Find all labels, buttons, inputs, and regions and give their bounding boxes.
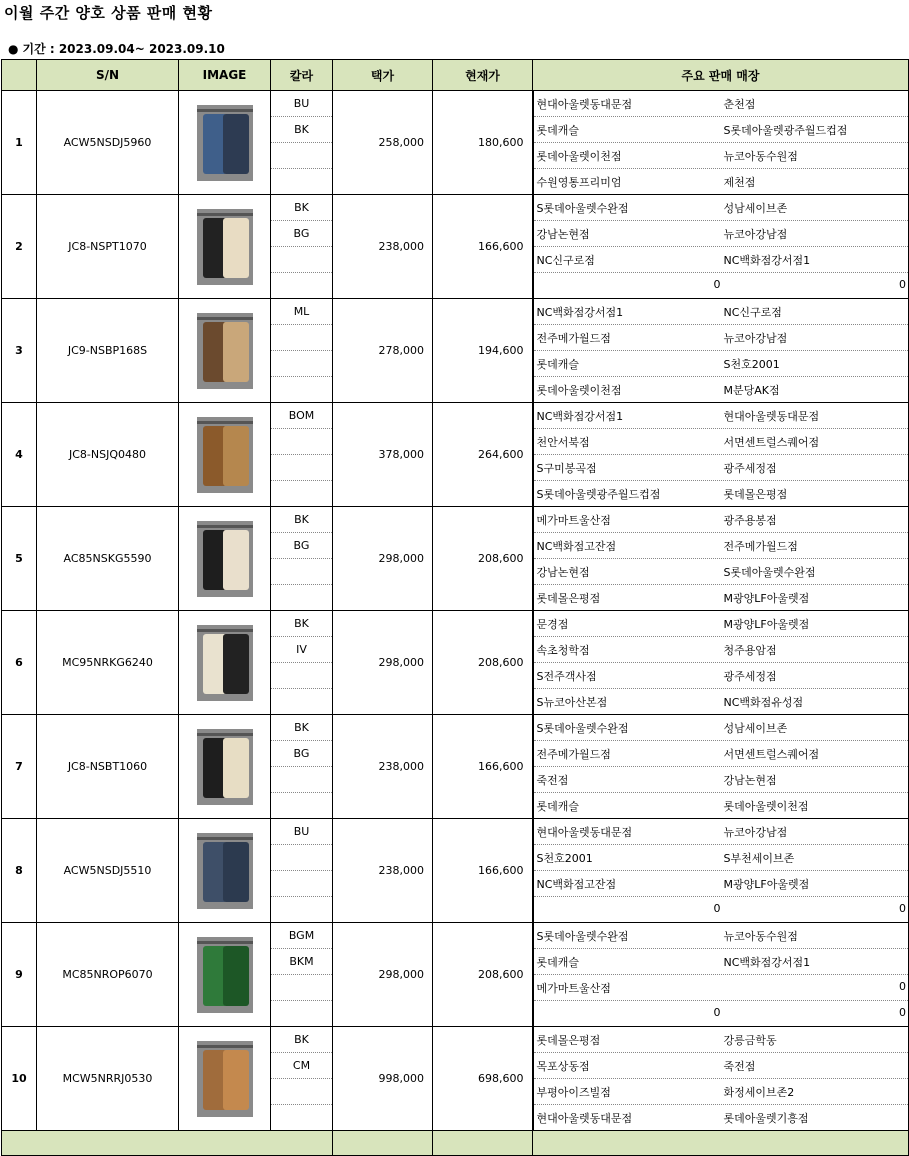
store-name-1: 메가마트울산점 xyxy=(536,982,611,995)
store-name-1: S뉴코아산본점 xyxy=(536,696,608,709)
store-cell xyxy=(533,949,909,975)
garment-shape xyxy=(223,530,249,590)
col-header-current-price: 현재가 xyxy=(433,60,533,91)
store-cell xyxy=(533,533,909,559)
store-name-2: 0 xyxy=(899,980,906,993)
store-cell xyxy=(533,975,909,1001)
store-name-1: 전주메가월드점 xyxy=(536,748,611,761)
store-cell xyxy=(533,1105,909,1131)
col-header-tag-price: 택가 xyxy=(333,60,433,91)
table-row xyxy=(2,923,909,949)
store-name-2: 현대아울렛동대문점 xyxy=(723,410,820,423)
store-name-1: 전주메가월드점 xyxy=(536,332,611,345)
store-name-2: 뉴코아강남점 xyxy=(723,228,788,241)
color-cell xyxy=(271,871,333,897)
store-cell xyxy=(533,871,909,897)
garment-shape xyxy=(223,218,249,278)
store-name-1: 현대아울렛동대문점 xyxy=(536,1112,633,1125)
store-name-1: NC백화점고잔점 xyxy=(536,540,617,553)
hanger-rail xyxy=(197,317,253,320)
store-name-2: NC백화점유성점 xyxy=(723,696,804,709)
store-cell xyxy=(533,377,909,403)
color-cell xyxy=(271,1105,333,1131)
store-cell xyxy=(533,819,909,845)
store-name-2: 제천점 xyxy=(723,176,756,189)
product-image-cell xyxy=(179,715,271,819)
store-cell xyxy=(533,689,909,715)
store-name-1: 문경점 xyxy=(536,618,569,631)
current-price: 194,600 xyxy=(433,299,533,403)
store-name-2: 성남세이브존 xyxy=(723,722,788,735)
store-cell xyxy=(533,793,909,819)
store-name-2: 롯데아울렛이천점 xyxy=(723,800,809,813)
store-name-2: S롯데아울렛광주월드컵점 xyxy=(723,124,848,137)
store-name-1: 롯데몰은평점 xyxy=(536,592,601,605)
color-cell: BK xyxy=(271,195,333,221)
table-row xyxy=(2,299,909,325)
store-cell xyxy=(533,767,909,793)
store-name-2: 광주용봉점 xyxy=(723,514,777,527)
store-cell xyxy=(533,429,909,455)
store-name-1: NC백화점강서점1 xyxy=(536,306,624,319)
current-price: 166,600 xyxy=(433,195,533,299)
garment-shape xyxy=(223,634,249,694)
color-cell xyxy=(271,429,333,455)
color-cell: ML xyxy=(271,299,333,325)
store-cell xyxy=(533,221,909,247)
color-cell xyxy=(271,247,333,273)
color-cell xyxy=(271,793,333,819)
hanger-rail xyxy=(197,837,253,840)
page-title: 이월 주간 양호 상품 판매 현황 xyxy=(4,4,213,22)
store-name-1: NC백화점고잔점 xyxy=(536,878,617,891)
store-name-2: NC백화점강서점1 xyxy=(723,254,811,267)
store-name-2: S천호2001 xyxy=(723,358,780,371)
color-cell xyxy=(271,585,333,611)
store-name-2: 강릉금학동 xyxy=(723,1034,777,1047)
product-photo xyxy=(197,1041,253,1117)
store-cell xyxy=(533,299,909,325)
table-row xyxy=(2,819,909,845)
color-cell: BU xyxy=(271,91,333,117)
store-name-2: M광양LF아울렛점 xyxy=(723,878,810,891)
current-price: 208,600 xyxy=(433,507,533,611)
store-cell xyxy=(533,351,909,377)
row-number: 2 xyxy=(2,195,37,299)
color-cell: BGM xyxy=(271,923,333,949)
color-cell xyxy=(271,273,333,299)
store-name-2: M광양LF아울렛점 xyxy=(723,618,810,631)
store-name-2: 죽전점 xyxy=(723,1060,756,1073)
table-row xyxy=(2,195,909,221)
store-cell xyxy=(533,585,909,611)
product-photo xyxy=(197,417,253,493)
store-name-1: 죽전점 xyxy=(536,774,569,787)
row-number: 5 xyxy=(2,507,37,611)
garment-shape xyxy=(223,738,249,798)
store-name-1: S롯데아울렛수완점 xyxy=(536,722,629,735)
footer-row xyxy=(2,1131,909,1156)
store-name-2: M광양LF아울렛점 xyxy=(723,592,810,605)
store-name-1: 0 xyxy=(713,278,721,291)
color-cell xyxy=(271,351,333,377)
current-price: 264,600 xyxy=(433,403,533,507)
garment-shape xyxy=(223,114,249,174)
store-name-2: 0 xyxy=(899,1006,906,1019)
footer-cell xyxy=(333,1131,433,1156)
color-cell xyxy=(271,143,333,169)
col-header-empty xyxy=(2,60,37,91)
row-number: 9 xyxy=(2,923,37,1027)
store-name-2: 뉴코아동수원점 xyxy=(723,930,798,943)
store-name-2: 서면센트럴스퀘어점 xyxy=(723,436,820,449)
store-cell xyxy=(533,195,909,221)
product-photo xyxy=(197,313,253,389)
color-cell: BG xyxy=(271,533,333,559)
hanger-rail xyxy=(197,629,253,632)
color-cell: CM xyxy=(271,1053,333,1079)
color-cell xyxy=(271,975,333,1001)
product-photo xyxy=(197,521,253,597)
store-name-1: 부평아이즈빌점 xyxy=(536,1086,611,1099)
current-price: 166,600 xyxy=(433,819,533,923)
store-name-1: 롯데아울렛이천점 xyxy=(536,150,622,163)
store-name-1: S롯데아울렛수완점 xyxy=(536,930,629,943)
store-cell xyxy=(533,403,909,429)
hanger-rail xyxy=(197,941,253,944)
store-name-1: 목포상동점 xyxy=(536,1060,590,1073)
color-cell xyxy=(271,845,333,871)
store-name-2: 춘천점 xyxy=(723,98,756,111)
store-name-2: M분당AK점 xyxy=(723,384,780,397)
store-name-1: 롯데캐슬 xyxy=(536,800,580,813)
product-image-cell xyxy=(179,1027,271,1131)
store-name-1: 롯데캐슬 xyxy=(536,358,580,371)
color-cell: BU xyxy=(271,819,333,845)
garment-shape xyxy=(223,946,249,1006)
product-photo xyxy=(197,937,253,1013)
store-cell xyxy=(533,481,909,507)
row-number: 10 xyxy=(2,1027,37,1131)
store-name-1: 현대아울렛동대문점 xyxy=(536,98,633,111)
footer-cell xyxy=(433,1131,533,1156)
col-header-image: IMAGE xyxy=(179,60,271,91)
color-cell xyxy=(271,663,333,689)
table-row xyxy=(2,611,909,637)
color-cell: BKM xyxy=(271,949,333,975)
store-name-1: 롯데아울렛이천점 xyxy=(536,384,622,397)
color-cell xyxy=(271,767,333,793)
color-cell xyxy=(271,481,333,507)
garment-shape xyxy=(223,842,249,902)
store-name-1: NC백화점강서점1 xyxy=(536,410,624,423)
store-name-1: S구미봉곡점 xyxy=(536,462,597,475)
tag-price: 278,000 xyxy=(333,299,433,403)
hanger-rail xyxy=(197,733,253,736)
store-cell xyxy=(533,663,909,689)
product-code: MC95NRKG6240 xyxy=(37,611,179,715)
tag-price: 298,000 xyxy=(333,923,433,1027)
product-image-cell xyxy=(179,923,271,1027)
store-name-2: 롯데아울렛기흥점 xyxy=(723,1112,809,1125)
color-cell xyxy=(271,897,333,923)
tag-price: 238,000 xyxy=(333,715,433,819)
color-cell: IV xyxy=(271,637,333,663)
product-photo xyxy=(197,625,253,701)
hanger-rail xyxy=(197,421,253,424)
tag-price: 238,000 xyxy=(333,819,433,923)
store-name-1: 현대아울렛동대문점 xyxy=(536,826,633,839)
color-cell xyxy=(271,689,333,715)
color-cell xyxy=(271,1001,333,1027)
color-cell: BG xyxy=(271,741,333,767)
period-line xyxy=(8,40,225,57)
store-cell xyxy=(533,247,909,273)
product-code: JC9-NSBP168S xyxy=(37,299,179,403)
product-photo xyxy=(197,729,253,805)
store-name-1: NC신구로점 xyxy=(536,254,595,267)
product-image-cell xyxy=(179,299,271,403)
product-code: JC8-NSJQ0480 xyxy=(37,403,179,507)
store-name-1: 롯데캐슬 xyxy=(536,956,580,969)
store-name-2: 뉴코아강남점 xyxy=(723,826,788,839)
store-name-1: 강남논현점 xyxy=(536,228,590,241)
current-price: 166,600 xyxy=(433,715,533,819)
row-number: 8 xyxy=(2,819,37,923)
tag-price: 298,000 xyxy=(333,611,433,715)
tag-price: 238,000 xyxy=(333,195,433,299)
product-photo xyxy=(197,833,253,909)
store-name-2: 성남세이브존 xyxy=(723,202,788,215)
tag-price: 298,000 xyxy=(333,507,433,611)
footer-cell xyxy=(533,1131,909,1156)
color-cell: BK xyxy=(271,611,333,637)
color-cell: BG xyxy=(271,221,333,247)
store-name-1: 속초청학점 xyxy=(536,644,590,657)
store-cell xyxy=(533,845,909,871)
table-row xyxy=(2,403,909,429)
hanger-rail xyxy=(197,525,253,528)
store-cell xyxy=(533,143,909,169)
store-cell xyxy=(533,1079,909,1105)
product-code: MCW5NRRJ0530 xyxy=(37,1027,179,1131)
col-header-color: 칼라 xyxy=(271,60,333,91)
color-cell: BK xyxy=(271,507,333,533)
product-photo xyxy=(197,209,253,285)
tag-price: 378,000 xyxy=(333,403,433,507)
store-name-2: NC신구로점 xyxy=(723,306,782,319)
store-name-1: S전주객사점 xyxy=(536,670,597,683)
color-cell: BK xyxy=(271,1027,333,1053)
store-cell xyxy=(533,1027,909,1053)
store-name-2: 화정세이브존2 xyxy=(723,1086,795,1099)
store-name-1: 롯데몰은평점 xyxy=(536,1034,601,1047)
product-code: MC85NROP6070 xyxy=(37,923,179,1027)
store-name-2: S부천세이브존 xyxy=(723,852,795,865)
row-number: 1 xyxy=(2,91,37,195)
store-cell xyxy=(533,1001,909,1027)
store-name-1: S롯데아울렛광주월드컵점 xyxy=(536,488,661,501)
current-price: 180,600 xyxy=(433,91,533,195)
hanger-rail xyxy=(197,1045,253,1048)
store-cell xyxy=(533,715,909,741)
store-name-2: S롯데아울렛수완점 xyxy=(723,566,816,579)
bullet-icon: ● xyxy=(8,42,19,56)
period-text: 기간 : 2023.09.04~ 2023.09.10 xyxy=(22,42,225,56)
table-row xyxy=(2,1027,909,1053)
tag-price: 258,000 xyxy=(333,91,433,195)
current-price: 698,600 xyxy=(433,1027,533,1131)
store-name-2: 뉴코아강남점 xyxy=(723,332,788,345)
store-cell xyxy=(533,169,909,195)
product-code: ACW5NSDJ5960 xyxy=(37,91,179,195)
color-cell xyxy=(271,1079,333,1105)
color-cell xyxy=(271,559,333,585)
garment-shape xyxy=(223,322,249,382)
store-name-2: 광주세정점 xyxy=(723,670,777,683)
store-name-2: 전주메가월드점 xyxy=(723,540,798,553)
row-number: 6 xyxy=(2,611,37,715)
product-image-cell xyxy=(179,91,271,195)
store-cell xyxy=(533,637,909,663)
store-name-2: NC백화점강서점1 xyxy=(723,956,811,969)
product-code: JC8-NSBT1060 xyxy=(37,715,179,819)
footer-cell xyxy=(2,1131,333,1156)
store-cell xyxy=(533,897,909,923)
store-name-2: 뉴코아동수원점 xyxy=(723,150,798,163)
store-cell xyxy=(533,923,909,949)
store-name-1: 메가마트울산점 xyxy=(536,514,611,527)
col-header-stores: 주요 판매 매장 xyxy=(533,60,909,91)
product-code: JC8-NSPT1070 xyxy=(37,195,179,299)
store-name-2: 0 xyxy=(899,278,906,291)
store-name-2: 강남논현점 xyxy=(723,774,777,787)
product-code: AC85NSKG5590 xyxy=(37,507,179,611)
color-cell: BOM xyxy=(271,403,333,429)
sales-table xyxy=(1,59,909,1156)
table-row xyxy=(2,91,909,117)
tag-price: 998,000 xyxy=(333,1027,433,1131)
row-number: 4 xyxy=(2,403,37,507)
row-number: 7 xyxy=(2,715,37,819)
hanger-rail xyxy=(197,213,253,216)
store-cell xyxy=(533,273,909,299)
store-cell xyxy=(533,455,909,481)
store-cell xyxy=(533,741,909,767)
product-image-cell xyxy=(179,611,271,715)
color-cell: BK xyxy=(271,715,333,741)
store-name-1: 0 xyxy=(713,902,721,915)
table-row xyxy=(2,715,909,741)
store-name-2: 서면센트럴스퀘어점 xyxy=(723,748,820,761)
garment-shape xyxy=(223,426,249,486)
store-name-1: 수원영통프리미엄 xyxy=(536,176,622,189)
store-name-2: 0 xyxy=(899,902,906,915)
store-cell xyxy=(533,117,909,143)
product-image-cell xyxy=(179,195,271,299)
store-name-2: 청주용암점 xyxy=(723,644,777,657)
color-cell xyxy=(271,377,333,403)
color-cell xyxy=(271,169,333,195)
row-number: 3 xyxy=(2,299,37,403)
table-row xyxy=(2,507,909,533)
store-name-1: 0 xyxy=(713,1006,721,1019)
color-cell xyxy=(271,455,333,481)
store-cell xyxy=(533,611,909,637)
product-image-cell xyxy=(179,403,271,507)
store-cell xyxy=(533,91,909,117)
store-name-1: S천호2001 xyxy=(536,852,593,865)
store-name-1: 천안서북점 xyxy=(536,436,590,449)
col-header-sn: S/N xyxy=(37,60,179,91)
current-price: 208,600 xyxy=(433,923,533,1027)
garment-shape xyxy=(223,1050,249,1110)
store-name-1: 강남논현점 xyxy=(536,566,590,579)
product-image-cell xyxy=(179,507,271,611)
color-cell xyxy=(271,325,333,351)
product-image-cell xyxy=(179,819,271,923)
store-cell xyxy=(533,559,909,585)
header-row xyxy=(2,60,909,91)
current-price: 208,600 xyxy=(433,611,533,715)
product-code: ACW5NSDJ5510 xyxy=(37,819,179,923)
color-cell: BK xyxy=(271,117,333,143)
hanger-rail xyxy=(197,109,253,112)
store-name-1: 롯데캐슬 xyxy=(536,124,580,137)
store-name-1: S롯데아울렛수완점 xyxy=(536,202,629,215)
store-cell xyxy=(533,1053,909,1079)
product-photo xyxy=(197,105,253,181)
store-cell xyxy=(533,507,909,533)
store-name-2: 롯데몰은평점 xyxy=(723,488,788,501)
store-cell xyxy=(533,325,909,351)
store-name-2: 광주세정점 xyxy=(723,462,777,475)
